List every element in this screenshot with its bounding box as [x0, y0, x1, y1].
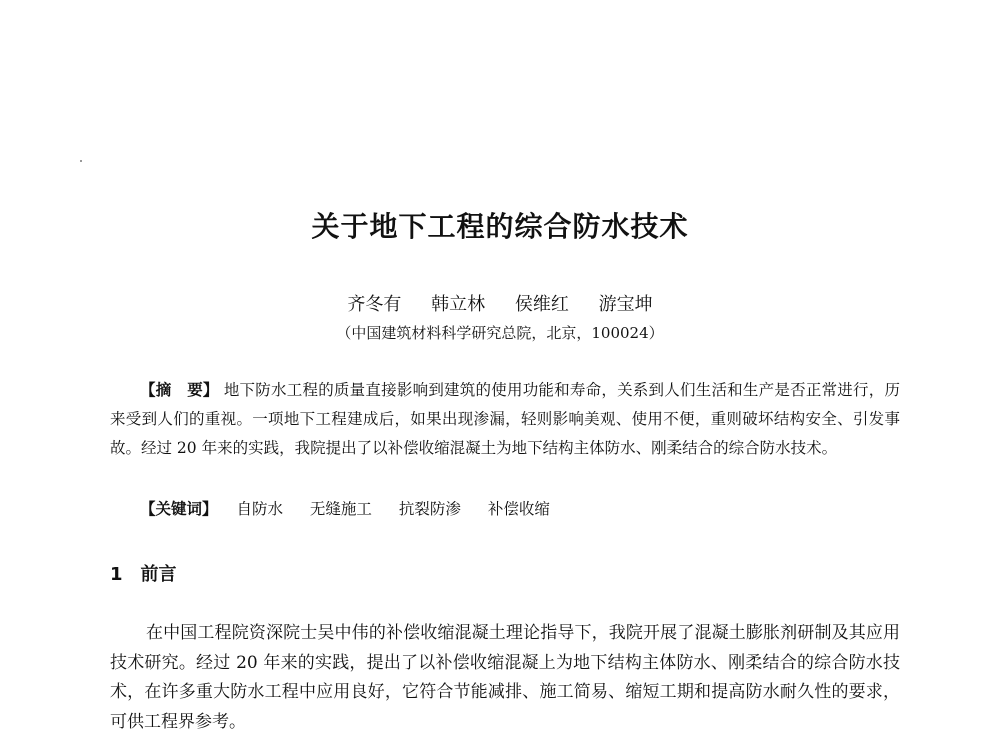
section-number: 1	[110, 564, 123, 585]
scan-speck	[80, 160, 82, 162]
keyword: 补偿收缩	[487, 500, 550, 518]
abstract-label: 【摘 要】	[140, 381, 219, 399]
keyword: 无缝施工	[309, 500, 372, 518]
author-list	[0, 290, 1000, 316]
keyword: 抗裂防渗	[398, 500, 461, 518]
section-heading	[110, 560, 177, 586]
body-paragraph: 在中国工程院资深院士吴中伟的补偿收缩混凝土理论指导下，我院开展了混凝土膨胀剂研制及其应用技术研究。经过 20 年来的实践，提出了以补偿收缩混凝上为地下结构主体防水、刚柔结合的综合防水技术，在许多重大防水工程中应用良好，它符合节能减排、施工简易、缩短工期和提高防水耐久性的要求，可供工程界参考。	[110, 623, 900, 732]
keywords	[140, 497, 572, 519]
keyword: 自防水	[236, 500, 283, 518]
abstract	[110, 376, 900, 463]
keywords-label: 【关键词】	[140, 500, 218, 518]
author-name: 游宝坤	[598, 294, 653, 315]
abstract-text: 地下防水工程的质量直接影响到建筑的使用功能和寿命，关系到人们生活和生产是否正常进行，历来受到人们的重视。一项地下工程建成后，如果出现渗漏，轻则影响美观、使用不便，重则破坏结构安全、引发事故。经过 20 年来的实践，我院提出了以补偿收缩混凝土为地下结构主体防水、刚柔结合的综合防水技术。	[110, 381, 900, 457]
section-title: 前言	[140, 564, 177, 585]
affiliation: （中国建筑材料科学研究总院，北京，100024）	[336, 324, 664, 342]
author-name: 侯维红	[514, 294, 569, 315]
author-name: 韩立林	[431, 294, 486, 315]
author-name: 齐冬有	[347, 294, 402, 315]
paper-title: 关于地下工程的综合防水技术	[311, 210, 689, 243]
